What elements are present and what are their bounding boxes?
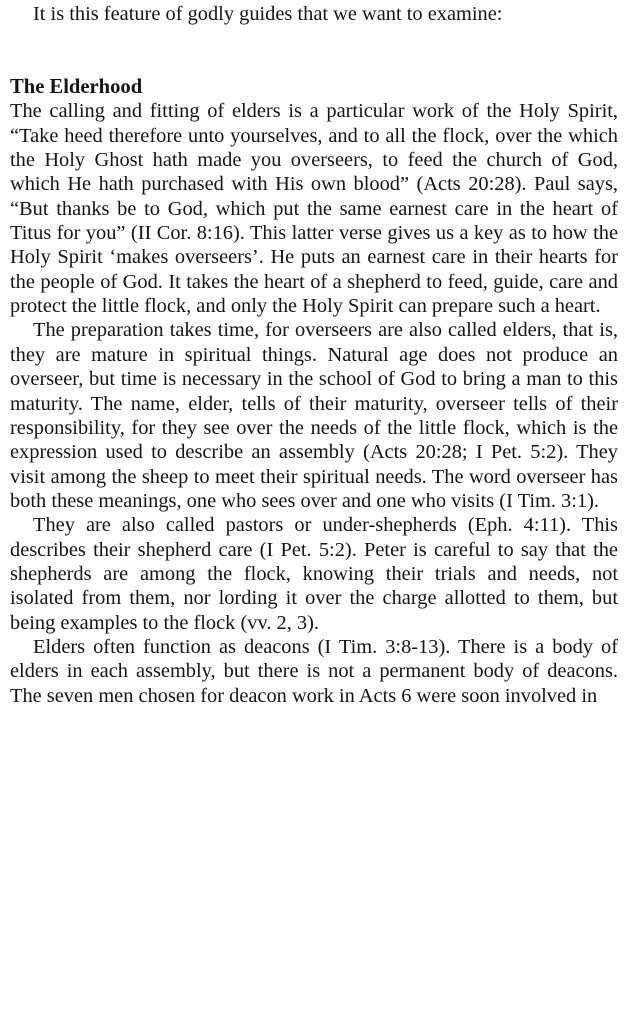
- section-heading: The Elderhood: [10, 76, 143, 99]
- paragraph-calling: The calling and fitting of elders is a particular work of the Holy Spirit, “Take heed therefore unto yourselves, and to all the flock, over the which the Holy Ghost hath made you overseers, to feed the church of God, which He hath purchased with His own blood” (Acts 20:28). Paul says, “But thanks be to God, which put the same earnest care in the heart of Titus for you” (II Cor. 8:16). This latter verse gives us a key as to how the Holy Spirit ‘makes overseers’. He puts an earnest care in their hearts for the people of God. It takes the heart of a shepherd to feed, guide, care and protect the little flock, and only the Holy Spirit can prepare such a heart.: [10, 100, 618, 318]
- intro-paragraph: It is this feature of godly guides that we want to examine:: [33, 3, 503, 25]
- paragraph-deacons: Elders often function as deacons (I Tim. 3:8-13). There is a body of elders in each assembly, but there is not a permanent body of deacons. The seven men chosen for deacon work in Acts 6 were soon involved in: [10, 635, 618, 707]
- document-page: [10, 2, 618, 708]
- paragraph-pastors: They are also called pastors or under-shepherds (Eph. 4:11). This describes their shepherd care (I Pet. 5:2). Peter is careful to say that the shepherds are among the flock, knowing their trials and needs, not isolated from them, nor lording it over the charge allotted to them, but being examples to the flock (vv. 2, 3).: [10, 514, 618, 634]
- paragraph-preparation: The preparation takes time, for overseers are also called elders, that is, they are mature in spiritual things. Natural age does not produce an overseer, but time is necessary in the school of God to bring a man to this maturity. The name, elder, tells of their maturity, overseer tells of their responsibility, for they see over the needs of the little flock, which is the expression used to describe an assembly (Acts 20:28; I Pet. 5:2). They visit among the sheep to meet their spiritual needs. The word overseer has both these meanings, one who sees over and one who visits (I Tim. 3:1).: [10, 319, 618, 512]
